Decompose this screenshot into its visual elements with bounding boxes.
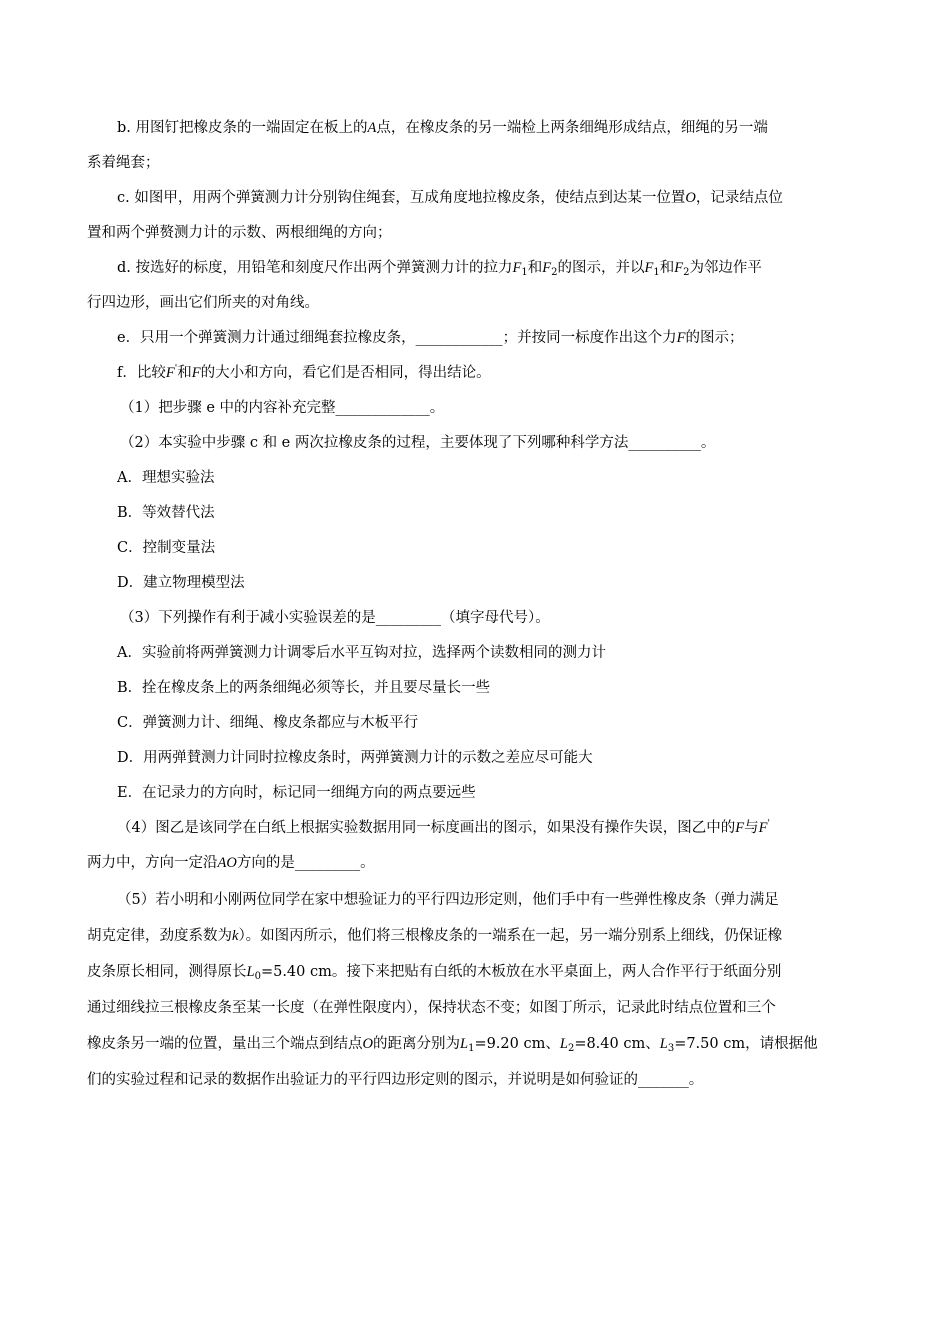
sub-2: 2 [551,267,558,278]
force-f-prime: F [758,820,768,836]
sub-3: 3 [667,1043,675,1054]
step-e-blank[interactable]: ____________ [415,330,503,346]
q2-option-a[interactable]: A．理想实验法 [117,470,215,486]
q2-option-b[interactable]: B．等效替代法 [117,505,215,521]
step-f-text: f．比较 [117,365,166,381]
question-4-line2 [87,853,375,873]
step-c-text-cont: ，记录结点位 [695,190,783,206]
q3-option-a[interactable]: A．实验前将两弹簧测力计调零后水平互钩对拉，选择两个读数相同的测力计 [117,645,606,661]
step-b-text-cont: 点，在橡皮条的另一端检上两条细绳形成结点，细绳的另一端 [376,120,768,136]
value-l3: =7.50 cm，请根据他 [674,1036,818,1052]
point-o: O [685,190,696,206]
question-5-line1: （5）若小明和小刚两位同学在家中想验证力的平行四边形定则，他们手中有一些弹性橡皮条（弹力满足 [117,892,779,908]
q5-text: 皮条原长相同，测得原长 [87,964,247,980]
step-b-line1 [117,118,768,138]
and-text: 和 [177,365,192,381]
length-l0: L [246,964,255,980]
step-d-line1 [117,258,762,278]
step-e-text-cont: ；并按同一标度作出这个力 [502,330,677,346]
question-2: （2）本实验中步骤 c 和 e 两次拉橡皮条的过程，主要体现了下列哪种科学方法__________。 [120,435,716,451]
q3-option-c[interactable]: C．弹簧测力计、细绳、橡皮条都应与木板平行 [117,715,419,731]
step-e-text: e．只用一个弹簧测力计通过细绳套拉橡皮条， [117,330,416,346]
step-f-line [117,363,491,383]
q3-option-e[interactable]: E．在记录力的方向时，标记同一细绳方向的两点要远些 [117,785,476,801]
question-5-line3 [87,962,781,982]
length-l2: L [559,1036,568,1052]
prime-mark: ' [174,364,178,374]
q2-option-c[interactable]: C．控制变量法 [117,540,216,556]
question-4-tail: 方向的是_________。 [236,855,375,871]
step-e-tail: 的图示； [685,330,744,346]
sub-1: 1 [521,267,528,278]
force-f: F [735,820,745,836]
step-c-line1 [117,188,783,208]
question-4-line1 [117,818,770,838]
step-e-line [117,328,743,348]
spring-constant-k: k [232,928,239,944]
point-a: A [367,120,377,136]
force-f2-b: F [674,260,684,276]
question-4-text: （4）图乙是该同学在白纸上根据实验数据用同一标度画出的图示，如果没有操作失误，图乙中的 [117,820,736,836]
sub-2-b: 2 [683,267,690,278]
step-c-line2: 置和两个弹赘测力计的示数、两根细绳的方向； [87,225,392,241]
step-f-tail: 的大小和方向，看它们是否相同，得出结论。 [200,365,491,381]
force-f: F [676,330,686,346]
q5-text: 橡皮条另一端的位置，量出三个端点到结点 [87,1036,363,1052]
force-f1-b: F [644,260,654,276]
question-5-line5 [87,1034,818,1054]
step-d-mid: 的图示，并以 [557,260,645,276]
sub-0: 0 [254,971,261,982]
q5-text-cont: =5.40 cm。接下来把贴有白纸的木板放在水平桌面上，两人合作平行于纸面分别 [260,964,782,980]
direction-ao: AO [217,855,237,871]
q5-text-cont: ）。如图丙所示，他们将三根橡皮条的一端系在一起，另一端分别系上细线，仍保证橡 [238,928,783,944]
q5-text-cont: 的距离分别为 [372,1036,460,1052]
q2-option-d[interactable]: D．建立物理模型法 [117,575,245,591]
step-d-tail: 为邻边作平 [689,260,762,276]
force-f: F [191,365,201,381]
step-d-text: d. 按选好的标度，用铅笔和刻度尺作出两个弹簧测力计的拉力 [117,260,513,276]
step-b-text: b. 用图钉把橡皮条的一端固定在板上的 [117,120,368,136]
q5-text: 胡克定律，劲度系数为 [87,928,232,944]
question-4-text-cont: 两力中，方向一定沿 [87,855,218,871]
step-c-text: c. 如图甲，用两个弹簧测力计分别钩住绳套，互成角度地拉橡皮条，使结点到达某一位置 [117,190,686,206]
question-5-line2 [87,926,782,946]
value-l1: =9.20 cm、 [474,1036,560,1052]
question-3: （3）下列操作有利于减小实验误差的是_________（填字母代号）。 [120,610,550,626]
and-text-b: 和 [659,260,675,276]
sub-1-b: 1 [653,267,660,278]
force-f2: F [542,260,552,276]
step-b-line2: 系着绳套； [87,155,160,171]
sub-2: 2 [567,1043,575,1054]
question-5-line4: 通过细线拉三根橡皮条至某一长度（在弹性限度内），保持状态不变；如图丁所示，记录此时结点位置和三个 [87,1000,776,1016]
q3-option-b[interactable]: B．拴在橡皮条上的两条细绳必须等长，并且要尽量长一些 [117,680,491,696]
question-5-line6: 们的实验过程和记录的数据作出验证力的平行四边形定则的图示，并说明是如何验证的_______。 [87,1072,704,1088]
and-text: 与 [744,820,759,836]
force-f-prime: F [165,365,175,381]
force-f1: F [512,260,522,276]
value-l2: =8.40 cm、 [574,1036,660,1052]
length-l1: L [459,1036,469,1052]
length-l3: L [659,1036,668,1052]
point-o: O [362,1036,373,1052]
prime-mark: ' [767,819,770,829]
sub-1: 1 [468,1043,475,1054]
and-text: 和 [527,260,543,276]
step-d-line2: 行四边形，画出它们所夹的对角线。 [87,295,319,311]
q3-option-d[interactable]: D．用两弹賛测力计同时拉橡皮条时，两弹簧测力计的示数之差应尽可能大 [117,750,593,766]
question-1: （1）把步骤 e 中的内容补充完整_____________。 [120,400,445,416]
